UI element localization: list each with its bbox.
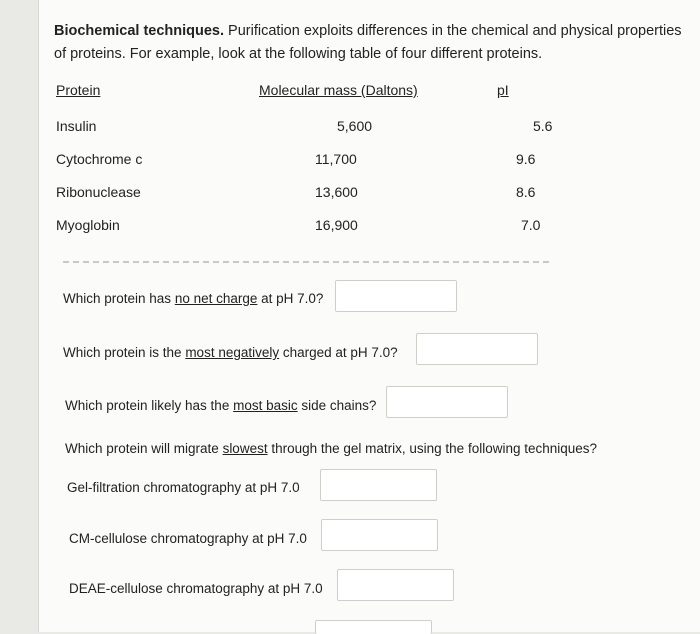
header-pi: pI: [497, 82, 509, 98]
row-pi: 9.6: [516, 151, 536, 167]
answer-no-net-charge-input[interactable]: [335, 280, 457, 312]
answer-cm-cellulose-input[interactable]: [321, 519, 438, 551]
answer-deae-cellulose-input[interactable]: [337, 569, 454, 601]
intro-title: Biochemical techniques.: [54, 23, 225, 39]
row-protein: Cytochrome c: [56, 151, 143, 167]
row-mass: 13,600: [315, 184, 358, 200]
header-protein: Protein: [56, 82, 101, 98]
row-mass: 11,700: [315, 151, 357, 167]
row-protein: Ribonuclease: [56, 184, 141, 200]
intro-paragraph: [54, 20, 694, 66]
question-panel: [38, 0, 700, 632]
row-pi: 8.6: [516, 184, 536, 200]
answer-gel-filtration-input[interactable]: [320, 469, 437, 501]
question-no-net-charge: Which protein has no net charge at pH 7.0?: [63, 291, 324, 306]
technique-gel-filtration-label: Gel-filtration chromatography at pH 7.0: [67, 480, 300, 495]
question-most-basic: Which protein likely has the most basic side chains?: [65, 398, 377, 413]
header-molecular-mass: Molecular mass (Daltons): [259, 82, 418, 98]
answer-most-negative-input[interactable]: [416, 333, 538, 365]
row-protein: Insulin: [56, 118, 97, 134]
question-slowest-migration: Which protein will migrate slowest through the gel matrix, using the following techniques?: [65, 441, 598, 456]
divider: [63, 261, 549, 263]
row-pi: 7.0: [521, 217, 541, 233]
row-mass: 16,900: [315, 217, 358, 233]
technique-cm-cellulose-label: CM-cellulose chromatography at pH 7.0: [69, 531, 307, 546]
technique-deae-cellulose-label: DEAE-cellulose chromatography at pH 7.0: [69, 581, 323, 596]
intro-text: Purification exploits differences in the chemical and physical properties of proteins. For example, look at the following table of four different proteins.: [54, 23, 682, 62]
row-pi: 5.6: [533, 118, 553, 134]
row-mass: 5,600: [337, 118, 373, 134]
question-most-negative: Which protein is the most negatively charged at pH 7.0?: [63, 345, 398, 360]
row-protein: Myoglobin: [56, 217, 120, 233]
answer-most-basic-input[interactable]: [386, 386, 508, 418]
